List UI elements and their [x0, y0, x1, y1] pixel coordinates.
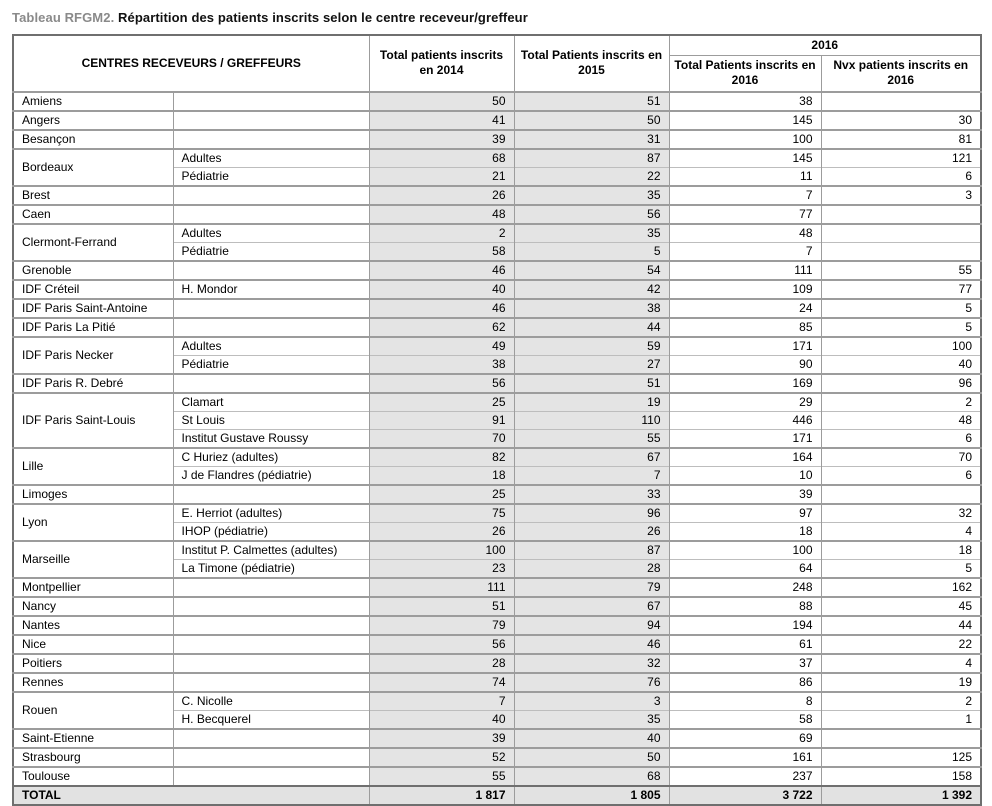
value-nvx-2016-cell: 2: [821, 692, 981, 711]
value-total-2016-cell: 169: [669, 374, 821, 393]
value-nvx-2016-cell: 19: [821, 673, 981, 692]
value-2015-cell: 110: [514, 411, 669, 429]
value-2014-cell: 38: [369, 355, 514, 374]
site-name-cell: Adultes: [173, 149, 369, 168]
centre-name-cell: Limoges: [13, 485, 173, 504]
centre-name-cell: IDF Paris Necker: [13, 337, 173, 374]
value-nvx-2016-cell: 22: [821, 635, 981, 654]
table-row: [13, 673, 981, 692]
table-row: [13, 541, 981, 560]
site-name-cell: Adultes: [173, 224, 369, 243]
table-row: [13, 299, 981, 318]
value-2014-cell: 40: [369, 280, 514, 299]
value-2014-cell: 50: [369, 92, 514, 111]
site-name-cell: H. Becquerel: [173, 710, 369, 729]
value-nvx-2016-cell: 45: [821, 597, 981, 616]
value-2014-cell: 49: [369, 337, 514, 356]
table-row: [13, 111, 981, 130]
table-row: [13, 448, 981, 467]
value-2015-cell: 55: [514, 429, 669, 448]
value-2014-cell: 40: [369, 710, 514, 729]
value-2015-cell: 50: [514, 748, 669, 767]
value-2015-cell: 50: [514, 111, 669, 130]
value-2015-cell: 44: [514, 318, 669, 337]
centre-name-cell: IDF Créteil: [13, 280, 173, 299]
centre-name-cell: Grenoble: [13, 261, 173, 280]
value-nvx-2016-cell: 5: [821, 559, 981, 578]
value-2015-cell: 76: [514, 673, 669, 692]
total-nvx-2016-cell: 1 392: [821, 786, 981, 805]
value-2015-cell: 87: [514, 541, 669, 560]
value-nvx-2016-cell: 4: [821, 522, 981, 541]
total-row: [13, 786, 981, 805]
table-row: [13, 92, 981, 111]
value-total-2016-cell: 171: [669, 337, 821, 356]
value-nvx-2016-cell: [821, 485, 981, 504]
value-nvx-2016-cell: 40: [821, 355, 981, 374]
value-total-2016-cell: 37: [669, 654, 821, 673]
value-total-2016-cell: 77: [669, 205, 821, 224]
table-title: [12, 10, 980, 25]
value-total-2016-cell: 100: [669, 541, 821, 560]
value-2014-cell: 91: [369, 411, 514, 429]
value-2014-cell: 100: [369, 541, 514, 560]
site-name-cell: [173, 374, 369, 393]
value-nvx-2016-cell: 6: [821, 167, 981, 186]
value-2015-cell: 22: [514, 167, 669, 186]
centre-name-cell: Lille: [13, 448, 173, 485]
value-nvx-2016-cell: 5: [821, 318, 981, 337]
site-name-cell: [173, 748, 369, 767]
value-2014-cell: 39: [369, 130, 514, 149]
value-nvx-2016-cell: 55: [821, 261, 981, 280]
table-row: [13, 318, 981, 337]
value-total-2016-cell: 97: [669, 504, 821, 523]
value-total-2016-cell: 88: [669, 597, 821, 616]
value-total-2016-cell: 164: [669, 448, 821, 467]
site-name-cell: [173, 205, 369, 224]
centre-name-cell: Montpellier: [13, 578, 173, 597]
value-2015-cell: 56: [514, 205, 669, 224]
value-2014-cell: 39: [369, 729, 514, 748]
value-2015-cell: 31: [514, 130, 669, 149]
value-2015-cell: 33: [514, 485, 669, 504]
value-2014-cell: 75: [369, 504, 514, 523]
value-2015-cell: 5: [514, 242, 669, 261]
patients-table: [12, 34, 982, 806]
centre-name-cell: IDF Paris R. Debré: [13, 374, 173, 393]
value-2015-cell: 67: [514, 597, 669, 616]
table-row: [13, 748, 981, 767]
value-2014-cell: 55: [369, 767, 514, 786]
site-name-cell: [173, 616, 369, 635]
site-name-cell: [173, 318, 369, 337]
site-name-cell: Institut Gustave Roussy: [173, 429, 369, 448]
value-nvx-2016-cell: 5: [821, 299, 981, 318]
value-2014-cell: 79: [369, 616, 514, 635]
site-name-cell: Institut P. Calmettes (adultes): [173, 541, 369, 560]
value-nvx-2016-cell: 121: [821, 149, 981, 168]
table-row: [13, 280, 981, 299]
value-2014-cell: 70: [369, 429, 514, 448]
value-2014-cell: 2: [369, 224, 514, 243]
value-nvx-2016-cell: 6: [821, 466, 981, 485]
value-2014-cell: 7: [369, 692, 514, 711]
value-2014-cell: 25: [369, 393, 514, 412]
value-nvx-2016-cell: 44: [821, 616, 981, 635]
table-row: [13, 393, 981, 412]
value-nvx-2016-cell: 1: [821, 710, 981, 729]
value-total-2016-cell: 145: [669, 149, 821, 168]
table-header: [13, 35, 981, 92]
centre-name-cell: Nancy: [13, 597, 173, 616]
value-total-2016-cell: 11: [669, 167, 821, 186]
site-name-cell: Pédiatrie: [173, 167, 369, 186]
value-total-2016-cell: 18: [669, 522, 821, 541]
centre-name-cell: Clermont-Ferrand: [13, 224, 173, 261]
value-2014-cell: 48: [369, 205, 514, 224]
header-2015: Total Patients inscrits en 2015: [514, 35, 669, 92]
value-total-2016-cell: 161: [669, 748, 821, 767]
value-2014-cell: 18: [369, 466, 514, 485]
centre-name-cell: Bordeaux: [13, 149, 173, 186]
centre-name-cell: Toulouse: [13, 767, 173, 786]
site-name-cell: H. Mondor: [173, 280, 369, 299]
site-name-cell: [173, 92, 369, 111]
value-2015-cell: 67: [514, 448, 669, 467]
value-2014-cell: 51: [369, 597, 514, 616]
value-nvx-2016-cell: [821, 242, 981, 261]
value-2014-cell: 82: [369, 448, 514, 467]
value-2015-cell: 32: [514, 654, 669, 673]
value-nvx-2016-cell: 125: [821, 748, 981, 767]
table-row: [13, 504, 981, 523]
value-nvx-2016-cell: [821, 205, 981, 224]
value-2015-cell: 28: [514, 559, 669, 578]
value-2014-cell: 56: [369, 635, 514, 654]
value-nvx-2016-cell: 81: [821, 130, 981, 149]
site-name-cell: Pédiatrie: [173, 242, 369, 261]
site-name-cell: Adultes: [173, 337, 369, 356]
value-total-2016-cell: 39: [669, 485, 821, 504]
value-nvx-2016-cell: 162: [821, 578, 981, 597]
value-2015-cell: 27: [514, 355, 669, 374]
value-total-2016-cell: 61: [669, 635, 821, 654]
value-total-2016-cell: 48: [669, 224, 821, 243]
site-name-cell: J de Flandres (pédiatrie): [173, 466, 369, 485]
table-row: [13, 224, 981, 243]
value-2014-cell: 26: [369, 522, 514, 541]
table-row: [13, 205, 981, 224]
value-2015-cell: 96: [514, 504, 669, 523]
centre-name-cell: IDF Paris Saint-Louis: [13, 393, 173, 448]
value-nvx-2016-cell: 70: [821, 448, 981, 467]
value-total-2016-cell: 38: [669, 92, 821, 111]
value-nvx-2016-cell: 100: [821, 337, 981, 356]
value-total-2016-cell: 194: [669, 616, 821, 635]
value-nvx-2016-cell: 6: [821, 429, 981, 448]
value-total-2016-cell: 8: [669, 692, 821, 711]
value-total-2016-cell: 64: [669, 559, 821, 578]
centre-name-cell: Lyon: [13, 504, 173, 541]
value-total-2016-cell: 24: [669, 299, 821, 318]
value-2014-cell: 25: [369, 485, 514, 504]
value-2014-cell: 21: [369, 167, 514, 186]
value-2014-cell: 52: [369, 748, 514, 767]
value-2014-cell: 23: [369, 559, 514, 578]
value-nvx-2016-cell: 32: [821, 504, 981, 523]
site-name-cell: St Louis: [173, 411, 369, 429]
header-2016-group: 2016: [669, 35, 981, 56]
site-name-cell: C Huriez (adultes): [173, 448, 369, 467]
site-name-cell: [173, 578, 369, 597]
site-name-cell: [173, 654, 369, 673]
value-2015-cell: 46: [514, 635, 669, 654]
value-2015-cell: 42: [514, 280, 669, 299]
value-2014-cell: 62: [369, 318, 514, 337]
centre-name-cell: Rennes: [13, 673, 173, 692]
value-2015-cell: 26: [514, 522, 669, 541]
value-2015-cell: 40: [514, 729, 669, 748]
value-2015-cell: 87: [514, 149, 669, 168]
table-row: [13, 635, 981, 654]
value-nvx-2016-cell: 48: [821, 411, 981, 429]
centre-name-cell: Brest: [13, 186, 173, 205]
value-2014-cell: 74: [369, 673, 514, 692]
table-row: [13, 485, 981, 504]
site-name-cell: [173, 597, 369, 616]
header-2014: Total patients inscrits en 2014: [369, 35, 514, 92]
value-2015-cell: 19: [514, 393, 669, 412]
centre-name-cell: Rouen: [13, 692, 173, 729]
centre-name-cell: Strasbourg: [13, 748, 173, 767]
centre-name-cell: Angers: [13, 111, 173, 130]
value-total-2016-cell: 248: [669, 578, 821, 597]
site-name-cell: [173, 767, 369, 786]
value-2015-cell: 68: [514, 767, 669, 786]
site-name-cell: [173, 729, 369, 748]
table-row: [13, 130, 981, 149]
value-nvx-2016-cell: 30: [821, 111, 981, 130]
value-2015-cell: 51: [514, 374, 669, 393]
value-total-2016-cell: 69: [669, 729, 821, 748]
centre-name-cell: Poitiers: [13, 654, 173, 673]
table-row: [13, 337, 981, 356]
header-total-2016: Total Patients inscrits en 2016: [669, 56, 821, 92]
value-2014-cell: 46: [369, 261, 514, 280]
value-2015-cell: 79: [514, 578, 669, 597]
site-name-cell: Pédiatrie: [173, 355, 369, 374]
site-name-cell: [173, 261, 369, 280]
site-name-cell: [173, 635, 369, 654]
value-total-2016-cell: 90: [669, 355, 821, 374]
value-2014-cell: 28: [369, 654, 514, 673]
value-2015-cell: 54: [514, 261, 669, 280]
value-nvx-2016-cell: 18: [821, 541, 981, 560]
value-nvx-2016-cell: 4: [821, 654, 981, 673]
value-2015-cell: 35: [514, 710, 669, 729]
value-2014-cell: 41: [369, 111, 514, 130]
site-name-cell: La Timone (pédiatrie): [173, 559, 369, 578]
site-name-cell: Clamart: [173, 393, 369, 412]
value-total-2016-cell: 109: [669, 280, 821, 299]
site-name-cell: [173, 130, 369, 149]
header-centres: CENTRES RECEVEURS / GREFFEURS: [13, 35, 369, 92]
value-2014-cell: 58: [369, 242, 514, 261]
table-row: [13, 374, 981, 393]
site-name-cell: C. Nicolle: [173, 692, 369, 711]
site-name-cell: IHOP (pédiatrie): [173, 522, 369, 541]
table-row: [13, 654, 981, 673]
value-2014-cell: 111: [369, 578, 514, 597]
table-row: [13, 616, 981, 635]
value-2014-cell: 56: [369, 374, 514, 393]
site-name-cell: [173, 299, 369, 318]
value-total-2016-cell: 85: [669, 318, 821, 337]
value-2015-cell: 51: [514, 92, 669, 111]
site-name-cell: [173, 186, 369, 205]
centre-name-cell: Nantes: [13, 616, 173, 635]
value-total-2016-cell: 446: [669, 411, 821, 429]
total-label: TOTAL: [13, 786, 369, 805]
centre-name-cell: Marseille: [13, 541, 173, 578]
centre-name-cell: Caen: [13, 205, 173, 224]
value-total-2016-cell: 171: [669, 429, 821, 448]
total-2014-cell: 1 817: [369, 786, 514, 805]
centre-name-cell: Nice: [13, 635, 173, 654]
site-name-cell: E. Herriot (adultes): [173, 504, 369, 523]
value-2014-cell: 46: [369, 299, 514, 318]
table-row: [13, 186, 981, 205]
value-total-2016-cell: 7: [669, 242, 821, 261]
total-2015-cell: 1 805: [514, 786, 669, 805]
table-body: [13, 92, 981, 786]
table-row: [13, 149, 981, 168]
value-nvx-2016-cell: 96: [821, 374, 981, 393]
value-nvx-2016-cell: [821, 224, 981, 243]
centre-name-cell: IDF Paris La Pitié: [13, 318, 173, 337]
value-2015-cell: 35: [514, 186, 669, 205]
value-2015-cell: 94: [514, 616, 669, 635]
value-nvx-2016-cell: 3: [821, 186, 981, 205]
value-total-2016-cell: 145: [669, 111, 821, 130]
value-total-2016-cell: 10: [669, 466, 821, 485]
value-2015-cell: 7: [514, 466, 669, 485]
value-nvx-2016-cell: 77: [821, 280, 981, 299]
value-nvx-2016-cell: 158: [821, 767, 981, 786]
site-name-cell: [173, 673, 369, 692]
centre-name-cell: Besançon: [13, 130, 173, 149]
table-row: [13, 261, 981, 280]
value-total-2016-cell: 111: [669, 261, 821, 280]
value-total-2016-cell: 86: [669, 673, 821, 692]
value-nvx-2016-cell: 2: [821, 393, 981, 412]
header-nvx-2016: Nvx patients inscrits en 2016: [821, 56, 981, 92]
value-2015-cell: 35: [514, 224, 669, 243]
table-row: [13, 767, 981, 786]
site-name-cell: [173, 485, 369, 504]
value-2014-cell: 68: [369, 149, 514, 168]
table-title-prefix: Tableau RFGM2.: [12, 10, 115, 25]
value-total-2016-cell: 100: [669, 130, 821, 149]
centre-name-cell: IDF Paris Saint-Antoine: [13, 299, 173, 318]
value-2015-cell: 3: [514, 692, 669, 711]
value-2015-cell: 59: [514, 337, 669, 356]
value-nvx-2016-cell: [821, 92, 981, 111]
table-title-text: Répartition des patients inscrits selon le centre receveur/greffeur: [118, 10, 528, 25]
value-total-2016-cell: 58: [669, 710, 821, 729]
centre-name-cell: Amiens: [13, 92, 173, 111]
table-row: [13, 692, 981, 711]
table-row: [13, 729, 981, 748]
value-2015-cell: 38: [514, 299, 669, 318]
value-total-2016-cell: 7: [669, 186, 821, 205]
total-2016-cell: 3 722: [669, 786, 821, 805]
table-row: [13, 597, 981, 616]
value-total-2016-cell: 29: [669, 393, 821, 412]
centre-name-cell: Saint-Etienne: [13, 729, 173, 748]
site-name-cell: [173, 111, 369, 130]
value-2014-cell: 26: [369, 186, 514, 205]
value-nvx-2016-cell: [821, 729, 981, 748]
value-total-2016-cell: 237: [669, 767, 821, 786]
table-row: [13, 578, 981, 597]
